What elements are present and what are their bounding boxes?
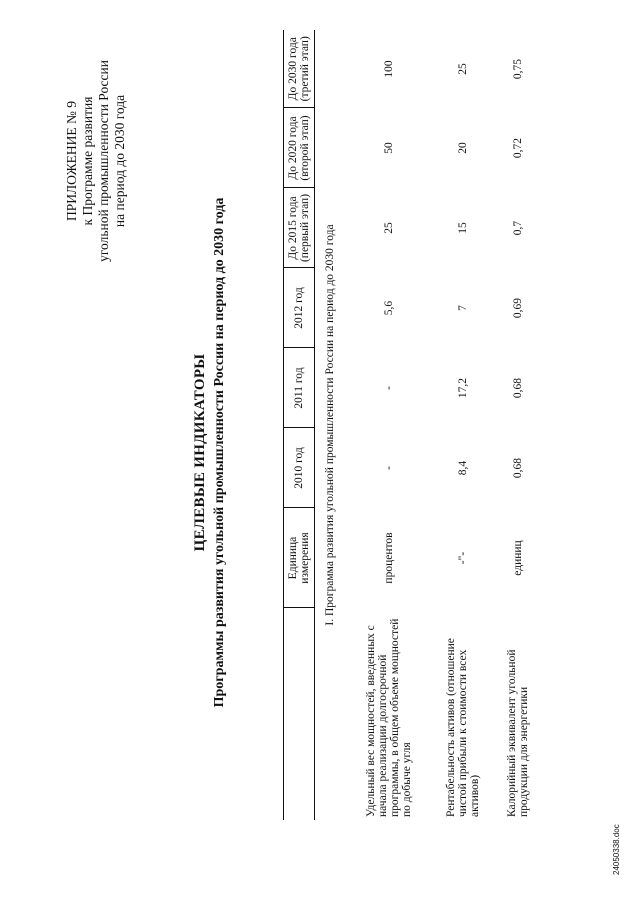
annex-line-2: к Программе развития <box>80 96 95 226</box>
cell-2015: 15 <box>457 222 469 234</box>
header-2010: 2010 год <box>284 428 315 508</box>
row-indicator-name: Калорийный эквивалент угольной продукции для энергетики <box>506 649 530 817</box>
indicators-table <box>283 30 543 820</box>
header-2030: До 2030 года (третий этап) <box>284 30 315 108</box>
annex-number: ПРИЛОЖЕНИЕ № 9 <box>64 100 79 221</box>
header-indicator <box>284 608 315 820</box>
header-2015: До 2015 года (первый этап) <box>284 188 315 268</box>
row-unit: -"- <box>457 551 469 565</box>
cell-2015: 0,7 <box>512 220 524 236</box>
table-header-row <box>284 30 315 820</box>
section-title: I. Программа развития угольной промышленности России на период до 2030 года <box>324 224 336 626</box>
row-unit: единиц <box>512 540 524 576</box>
row-unit: процентов <box>383 532 395 584</box>
section-row <box>315 30 346 820</box>
cell-2010: - <box>383 466 395 470</box>
cell-2012: 5,6 <box>383 300 395 316</box>
document-title: ЦЕЛЕВЫЕ ИНДИКАТОРЫ <box>192 353 208 552</box>
table-row <box>433 30 493 820</box>
document-filename: 24050338.doc <box>612 824 621 875</box>
cell-2011: 0,68 <box>512 377 524 399</box>
cell-2015: 25 <box>383 222 395 234</box>
header-2011: 2011 год <box>284 348 315 428</box>
cell-2011: 17,2 <box>457 377 469 399</box>
cell-2010: 8,4 <box>457 460 469 476</box>
row-indicator-name: Удельный вес мощностей, введенных с начала реализации долгосрочной программы, в общем объеме мощностей по добыче угля <box>365 618 413 817</box>
cell-2012: 7 <box>457 305 469 311</box>
header-2020: До 2020 года (второй этап) <box>284 108 315 188</box>
cell-2020: 50 <box>383 142 395 154</box>
header-unit: Единица измерения <box>284 508 315 608</box>
header-2012: 2012 год <box>284 268 315 348</box>
cell-2020: 0,72 <box>512 137 524 159</box>
cell-2030: 100 <box>383 60 395 78</box>
table-row <box>345 30 433 820</box>
document-subtitle: Программы развития угольной промышленности России на период до 2030 года <box>212 197 227 708</box>
cell-2011: - <box>383 386 395 390</box>
table-row <box>493 30 543 820</box>
cell-2012: 0,69 <box>512 297 524 319</box>
cell-2020: 20 <box>457 142 469 154</box>
annex-line-3: угольной промышленности России <box>96 60 111 262</box>
cell-2010: 0,68 <box>512 457 524 479</box>
row-indicator-name: Рентабельность активов (отношение чистой прибыли к стоимости всех активов) <box>445 638 481 817</box>
cell-2030: 0,75 <box>512 58 524 80</box>
annex-header <box>64 60 128 262</box>
annex-line-4: на период до 2030 года <box>112 94 127 228</box>
cell-2030: 25 <box>457 63 469 75</box>
